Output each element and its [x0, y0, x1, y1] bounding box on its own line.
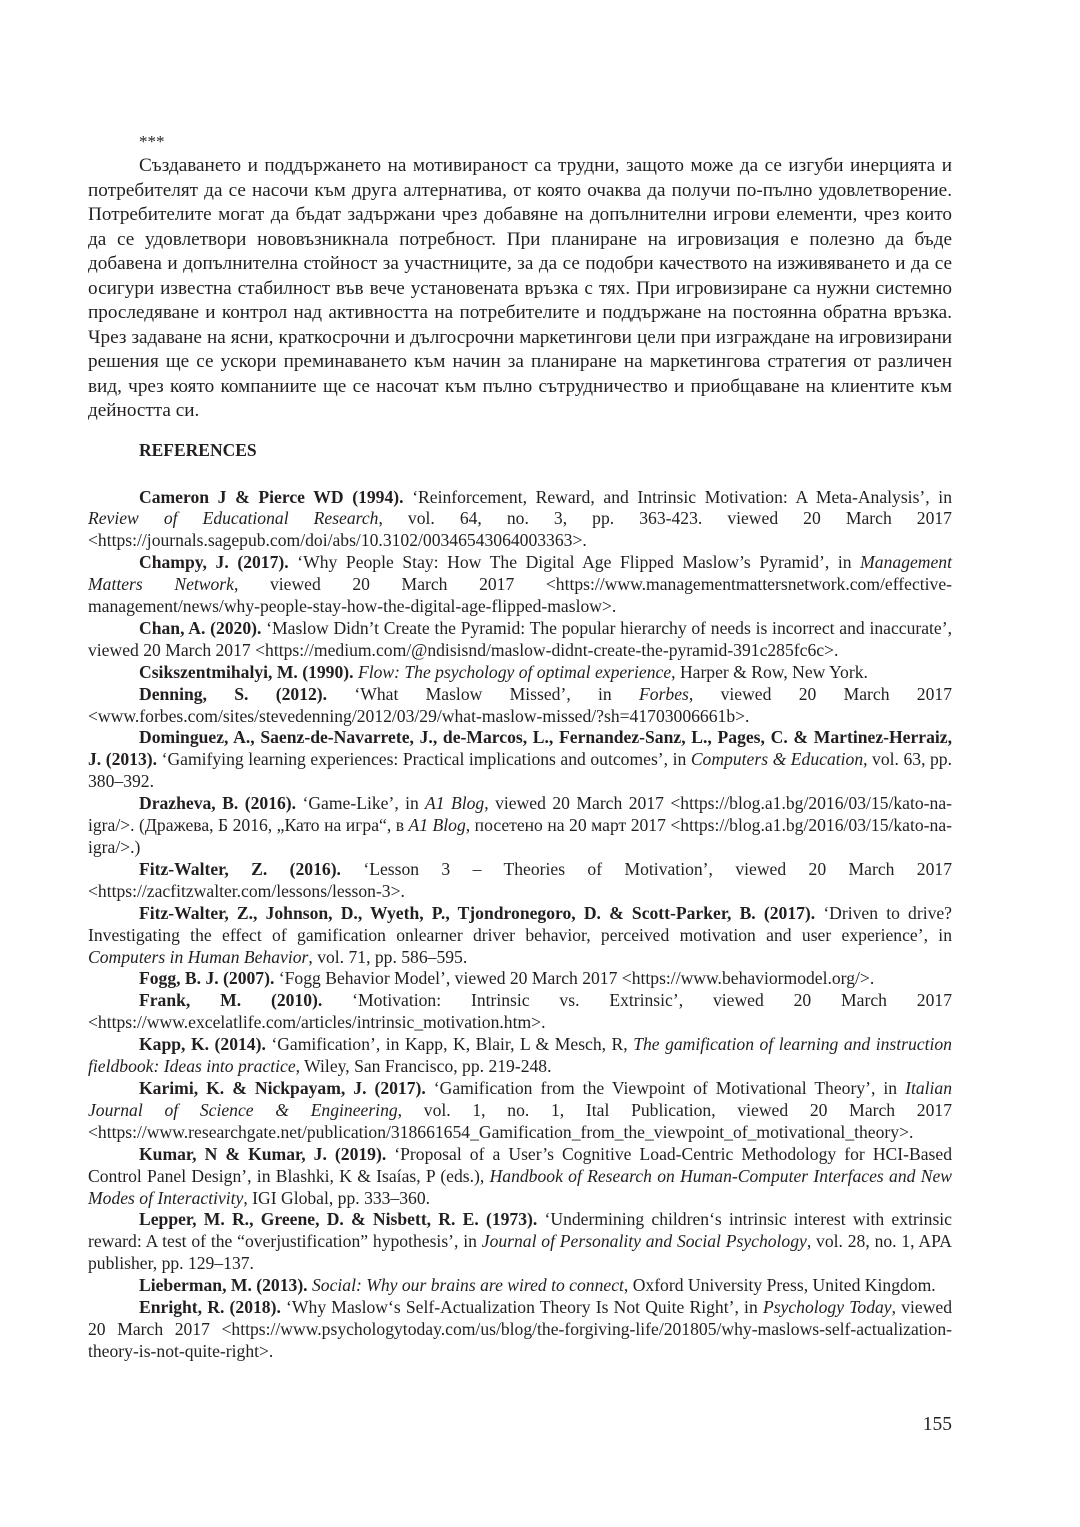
reference-list [88, 487, 952, 1363]
reference-authors: Csikszentmihalyi, M. (1990). [139, 661, 354, 682]
reference-authors: Lepper, M. R., Greene, D. & Nisbett, R. E. (1973). [139, 1209, 538, 1230]
reference-entry [88, 487, 952, 553]
reference-source-bg: A1 Blog [404, 815, 466, 836]
reference-authors: Chan, A. (2020). [139, 617, 262, 638]
reference-details-bg: , посетено на 20 март 2017 <https://blog.a1.bg/2016/03/15/kato-na-igra/>.) [88, 815, 952, 857]
reference-source: Flow: The psychology of optimal experience [353, 661, 672, 682]
reference-text-bg: (Дражева, Б 2016, „Като на игра“, в [134, 815, 405, 836]
reference-entry [88, 968, 952, 990]
reference-text: ‘Proposal of a User’s Cognitive Load-Centric Methodology for HCI-Based Control Panel Design’, in Blashki, K & Isaías, P (eds.), [88, 1143, 952, 1186]
reference-details: , vol. 63, pp. 380–392. [88, 749, 952, 792]
reference-entry [88, 793, 952, 859]
reference-entry [88, 618, 952, 662]
reference-text: ‘What Maslow Missed’, in [327, 683, 612, 704]
references-heading: REFERENCES [139, 439, 257, 460]
reference-text: ‘Why Maslow‘s Self-Actualization Theory Is Not Quite Right’, in [280, 1297, 758, 1318]
page-number: 155 [922, 1414, 952, 1435]
reference-source: Social: Why our brains are wired to connect [307, 1275, 624, 1296]
reference-text: ‘Lesson 3 – Theories of Motivation’, viewed 20 March 2017 <https://zacfitzwalter.com/lessons/lesson-3>. [88, 858, 952, 901]
reference-details: , viewed 20 March 2017 <https://www.managementmattersnetwork.com/effective-management/news/why-people-stay-how-the-digital-age-flipped-maslow>. [88, 574, 952, 617]
reference-authors: Kumar, N & Kumar, J. (2019). [139, 1143, 387, 1164]
body-paragraph: Създаването и поддържането на мотивираност са трудни, защото може да се изгуби инерцията и потребителят да се насочи към друга алтернатива, от която очаква да получи по-пълно удовлетворение. Потребителите могат да бъдат задържани чрез добавяне на допълнителни игрови елементи, чрез които да се удовлетвори нововъзникнала потребност. При планиране на игровизация е полезно да бъде добавена и допълнителна стойност за участниците, за да се подобри качеството на изживяването и да се осигури известна стабилност във вече установената връзка с тях. При игровизиране са нужни системно проследяване и контрол над активността на потребителите и поддържане на постоянна обратна връзка. Чрез задаване на ясни, краткосрочни и дългосрочни маркетингови цели при изграждане на игровизирани решения ще се ускори преминаването към начин за планиране на маркетингова стратегия от различен вид, чрез която компаниите ще се насочат към пълно сътрудничество и приобщаване на клиентите към дейността си. [88, 155, 952, 421]
reference-text: ‘Gamification’, in Kapp, K, Blair, L & Mesch, R, [265, 1034, 628, 1055]
reference-text: ‘Undermining children‘s intrinsic interest with extrinsic reward: A test of the “overjustification” hypothesis’, in [88, 1209, 952, 1252]
reference-source: Management Matters Network [88, 552, 952, 595]
reference-authors: Frank, M. (2010). [139, 990, 323, 1011]
reference-authors: Lieberman, M. (2013). [139, 1275, 308, 1296]
reference-text: ‘Gamification from the Viewpoint of Motivational Theory’, in [425, 1077, 898, 1098]
reference-entry [88, 1275, 952, 1297]
reference-details: , vol. 1, no. 1, Ital Publication, viewed 20 March 2017 <https://www.researchgate.net/publication/318661654_Gamification_from_the_viewpoint_of_motivational_theory>. [88, 1099, 952, 1142]
reference-source: Forbes [611, 683, 689, 704]
reference-details: , Oxford University Press, United Kingdom. [623, 1275, 936, 1296]
reference-text: ‘Gamifying learning experiences: Practical implications and outcomes’, in [157, 749, 687, 770]
reference-source: Journal of Personality and Social Psychology [476, 1231, 807, 1252]
reference-source: Review of Educational Research [88, 508, 379, 529]
reference-text: ‘Reinforcement, Reward, and Intrinsic Motivation: A Meta-Analysis’, in [403, 486, 952, 507]
reference-details: , vol. 64, no. 3, pp. 363-423. viewed 20 March 2017 <https://journals.sagepub.com/doi/abs/10.3102/00346543064003363>. [88, 508, 952, 551]
reference-authors: Fitz-Walter, Z., Johnson, D., Wyeth, P., Tjondronegoro, D. & Scott-Parker, B. (2017). [139, 902, 816, 923]
reference-text: ‘Fogg Behavior Model’, viewed 20 March 2017 <https://www.behaviormodel.org/>. [274, 968, 875, 989]
reference-text: ‘Driven to drive? Investigating the effect of gamification onlearner driver behavior, perceived motivation and user experience’, in [88, 902, 952, 945]
reference-authors: Fogg, B. J. (2007). [139, 968, 275, 989]
reference-entry [88, 1144, 952, 1210]
reference-source: Psychology Today [757, 1297, 892, 1318]
reference-source: Computers & Education [686, 749, 864, 770]
reference-entry [88, 1078, 952, 1144]
reference-entry [88, 1209, 952, 1275]
reference-entry [88, 1034, 952, 1078]
reference-authors: Champy, J. (2017). [139, 552, 289, 573]
reference-entry [88, 990, 952, 1034]
reference-details: , vol. 28, no. 1, APA publisher, pp. 129–137. [88, 1231, 953, 1274]
reference-authors: Drazheva, B. (2016). [139, 793, 297, 814]
reference-text: ‘Game-Like’, in [296, 793, 419, 814]
reference-entry [88, 662, 952, 684]
reference-entry [88, 727, 952, 793]
reference-text: ‘Why People Stay: How The Digital Age Flipped Maslow’s Pyramid’, in [288, 552, 852, 573]
reference-authors: Karimi, K. & Nickpayam, J. (2017). [139, 1077, 426, 1098]
reference-entry [88, 552, 952, 618]
reference-entry [88, 903, 952, 969]
reference-details: , Wiley, San Francisco, pp. 219-248. [295, 1056, 552, 1077]
reference-authors: Cameron J & Pierce WD (1994). [139, 486, 404, 507]
reference-entry [88, 859, 952, 903]
reference-authors: Kapp, K. (2014). [139, 1034, 266, 1055]
reference-entry [88, 684, 952, 728]
reference-authors: Enright, R. (2018). [139, 1297, 281, 1318]
page-content [88, 132, 952, 1363]
reference-details: , IGI Global, pp. 333–360. [243, 1187, 431, 1208]
reference-details: , viewed 20 March 2017 <www.forbes.com/sites/stevedenning/2012/03/29/what-maslow-missed/?sh=41703006661b>. [88, 683, 952, 726]
reference-details: , viewed 20 March 2017 <https://www.psychologytoday.com/us/blog/the-forgiving-life/201805/why-maslows-self-actualization-theory-is-not-quite-right>. [88, 1297, 953, 1361]
reference-entry [88, 1297, 952, 1363]
reference-source: Handbook of Research on Human-Computer Interfaces and New Modes of Interactivity [88, 1165, 953, 1208]
reference-details: , viewed 20 March 2017 <https://blog.a1.bg/2016/03/15/kato-na-igra/>. [88, 793, 952, 836]
reference-source: Italian Journal of Science & Engineering [88, 1077, 952, 1120]
reference-authors: Dominguez, A., Saenz-de-Navarrete, J., de-Marcos, L., Fernandez-Sanz, L., Pages, C. & Martinez-Herraiz, J. (2013). [88, 727, 952, 770]
reference-source: Computers in Human Behavior [88, 946, 309, 967]
reference-authors: Denning, S. (2012). [139, 683, 328, 704]
reference-source: A1 Blog [418, 793, 485, 814]
reference-details: , vol. 71, pp. 586–595. [308, 946, 468, 967]
reference-text: ‘Motivation: Intrinsic vs. Extrinsic’, viewed 20 March 2017 <https://www.excelatlife.com/articles/intrinsic_motivation.htm>. [88, 990, 952, 1033]
reference-source: The gamification of learning and instruction fieldbook: Ideas into practice [88, 1034, 952, 1077]
reference-details: , Harper & Row, New York. [671, 661, 868, 682]
reference-authors: Fitz-Walter, Z. (2016). [139, 858, 341, 879]
section-separator: *** [139, 132, 165, 151]
reference-text: ‘Maslow Didn’t Create the Pyramid: The popular hierarchy of needs is incorrect and inaccurate’, viewed 20 March 2017 <https://medium.com/@ndisisnd/maslow-didnt-create-the-pyramid-391c285fc6c>. [88, 617, 952, 660]
